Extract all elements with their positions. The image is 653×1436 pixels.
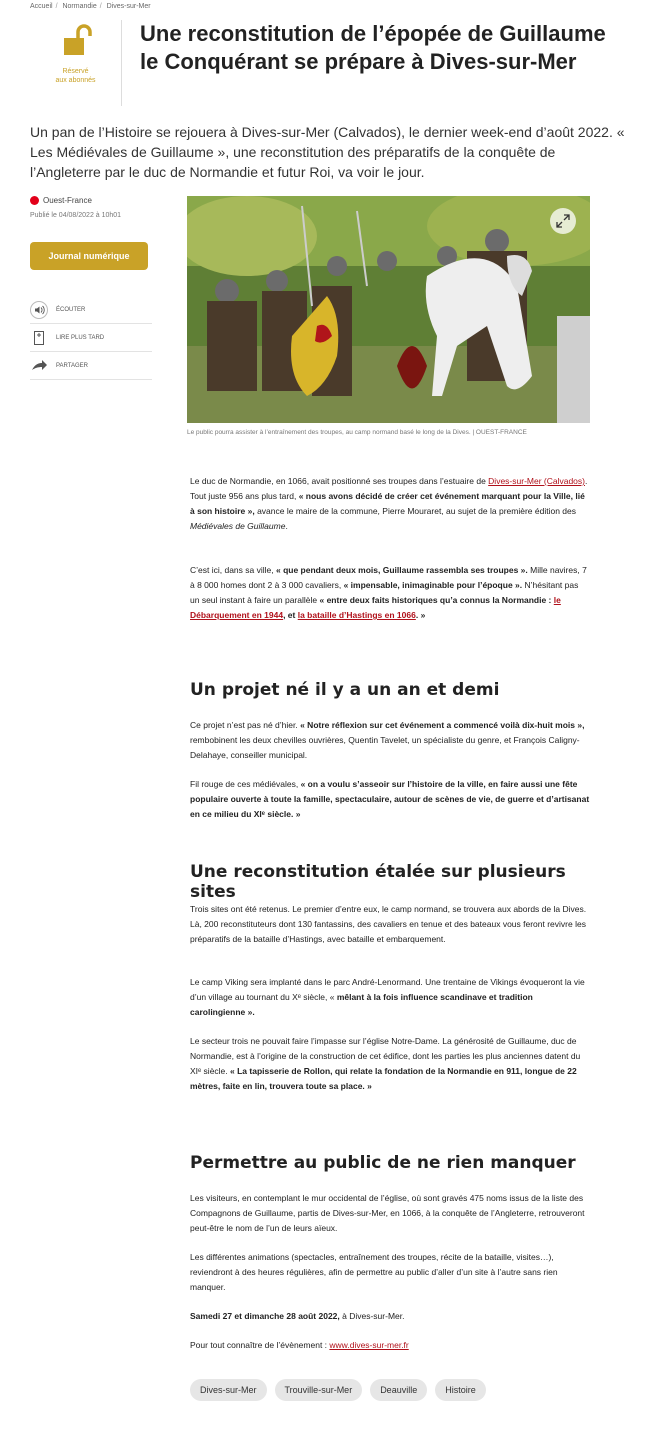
share-label: PARTAGER [56,362,89,369]
p3-quote: « Notre réflexion sur cet événement a commencé voilà dix-huit mois », [300,720,585,730]
unlocked-padlock-icon [62,24,92,56]
p3-text-b: rembobinent les deux chevilles ouvrières, Quentin Tavelet, un spécialiste du genre, et François Caligny-Delahaye, conseiller municipal. [190,735,580,760]
listen-label: ÉCOUTER [56,306,86,313]
breadcrumb-city[interactable]: Dives-sur-Mer [106,3,151,10]
hastings-link[interactable]: la bataille d’Hastings en 1066 [297,610,416,620]
bookmark-icon [30,329,48,347]
listen-button[interactable] [30,296,152,324]
p6-text-a: Le camp Viking sera implanté dans le parc André-Lenormand. Une trentaine de Vikings évoqueront la vie d’un village au tournant du Xᵉ siècle, « [190,977,585,1002]
paragraph-3 [190,718,590,763]
section-heading-1: Un projet né il y a un an et demi [190,680,500,700]
p11-text: Pour tout connaître de l’évènement : [190,1340,330,1350]
p1-text-c: avance le maire de la commune, Pierre Mouraret, au sujet de la première édition des [254,506,576,516]
paragraph-8: Les visiteurs, en contemplant le mur occidental de l’église, où sont gravés 475 noms issus de la liste des Compagnons de Guillaume, partis de Dives-sur-Mer, en 1066, à la conquête de l’Angleterre, retrouveront peut-être le nom de l’un de leurs aïeux. [190,1193,585,1233]
article-title: Une reconstitution de l’épopée de Guillaume le Conquérant se prépare à Dives-sur-Mer [140,21,606,74]
breadcrumb-region[interactable]: Normandie [62,3,97,10]
tag-histoire[interactable]: Histoire [435,1379,486,1401]
event-location: à Dives-sur-Mer. [339,1311,405,1321]
p2-text-c: N’hésitant pas un seul instant à faire un parallèle [190,580,579,605]
share-icon [30,357,48,375]
source [30,196,92,205]
p4-text-a: Fil rouge de ces médiévales, [190,779,301,789]
paragraph-6 [190,975,590,1020]
p1-text-b: . Tout juste 956 ans plus tard, [190,476,588,501]
paragraph-11 [190,1338,590,1353]
p1-text-a: Le duc de Normandie, en 1066, avait positionné ses troupes dans l’estuaire de [190,476,489,486]
tag-deauville[interactable]: Deauville [370,1379,427,1401]
premium-badge [30,20,122,106]
dives-sur-mer-link[interactable]: Dives-sur-Mer (Calvados) [488,476,585,486]
p2-quote-4: , et [283,610,298,620]
expand-image-button[interactable] [550,208,576,234]
journal-numerique-button[interactable]: Journal numérique [30,242,148,270]
speaker-icon [30,301,48,319]
expand-icon [556,214,570,228]
tag-trouville-sur-mer[interactable]: Trouville-sur-Mer [275,1379,363,1401]
tag-dives-sur-mer[interactable]: Dives-sur-Mer [190,1379,267,1401]
paragraph-4 [190,777,590,822]
event-dates: Samedi 27 et dimanche 28 août 2022, [190,1311,340,1321]
premium-label-line1: Réservé [62,68,89,75]
paragraph-10 [190,1309,590,1324]
p2-quote-3: « entre deux faits historiques qu’a connus la Normandie : [319,595,554,605]
article-actions [30,296,152,380]
p4-quote: « on a voulu s’asseoir sur l’histoire de la ville, en faire aussi une fête populaire ouverte à toute la famille, spectaculaire, autour de scènes de vie, de guerre et d’artisanat en ce milieu du XIᵉ siècle. » [190,779,590,819]
p3-text-a: Ce projet n’est pas né d’hier. [190,720,301,730]
p2-quote-1: « que pendant deux mois, Guillaume rassembla ses troupes ». [275,565,528,575]
event-website-link[interactable]: www.dives-sur-mer.fr [329,1340,409,1350]
p2-text-b: Mille navires, 7 à 8 000 homes dont 2 à 3 000 cavaliers, [190,565,587,590]
paragraph-5: Trois sites ont été retenus. Le premier d’entre eux, le camp normand, se trouvera aux abords de la Dives. Là, 200 reconstituteurs dont 130 fantassins, des cavaliers en tenue et des bateaux vous feront revivre les préparatifs de la bataille d’Hastings, avec bataille et embarquement. [190,904,587,944]
paragraph-7 [190,1034,590,1094]
breadcrumb-home[interactable]: Accueil [30,3,53,10]
breadcrumb: Accueil / Normandie / Dives-sur-Mer [30,3,151,10]
medieval-battle-image [187,196,590,423]
p1-italic: Médiévales de Guillaume [190,521,286,531]
p2-quote-5: . » [415,610,426,620]
p1-text-d: . [285,521,288,531]
read-later-label: LIRE PLUS TARD [56,334,105,341]
publish-date: Publié le 04/08/2022 à 10h01 [30,212,122,219]
tag-list [190,1379,486,1401]
p7-text-a: Le secteur trois ne pouvait faire l’impasse sur l’église Notre-Dame. La générosité de Guillaume, duc de Normandie, est à l’origine de la construction de cet édifice, dont les parties les plus anciennes datent du XIᵉ siècle. [190,1036,581,1076]
paragraph-9: Les différentes animations (spectacles, entraînement des troupes, récite de la bataille, visites…), reviendront à des heures régulières, afin de permettre au public d’aller d’un site à l’autre sans rien manquer. [190,1252,558,1292]
source-name[interactable]: Ouest-France [43,196,92,205]
p2-quote-2: « impensable, inimaginable pour l’époque ». [343,580,523,590]
p2-text-a: C’est ici, dans sa ville, [190,565,276,575]
share-button[interactable] [30,352,152,380]
article-photo[interactable] [187,196,590,423]
premium-label-line2: aux abonnés [55,77,96,84]
p7-quote: « La tapisserie de Rollon, qui relate la fondation de la Normandie en 911, longue de 22 mètres, faite en lin, trouvera toute sa place. » [190,1066,577,1091]
photo-caption: Le public pourra assister à l’entraînement des troupes, au camp normand basé le long de la Dives. | OUEST-FRANCE [187,429,527,436]
p1-quote: « nous avons décidé de créer cet événement marquant pour la Ville, lié à son histoire », [190,491,585,516]
read-later-button[interactable] [30,324,152,352]
debarquement-link[interactable]: le Débarquement en 1944 [190,595,561,620]
section-heading-2: Une reconstitution étalée sur plusieurs sites [190,862,566,902]
paragraph-1 [190,474,590,534]
article-lead: Un pan de l’Histoire se rejouera à Dives-sur-Mer (Calvados), le dernier week-end d’août 2022. « Les Médiévales de Guillaume », une reconstitution des préparatifs de la conquête de l’Angleterre par le duc de Normandie et futur Roi, va voir le jour. [30,124,625,180]
section-heading-3: Permettre au public de ne rien manquer [190,1153,576,1173]
ouest-france-logo-icon [30,196,39,205]
paragraph-2 [190,563,590,623]
p6-quote: mêlant à la fois influence scandinave et tradition carolingienne ». [190,992,533,1017]
